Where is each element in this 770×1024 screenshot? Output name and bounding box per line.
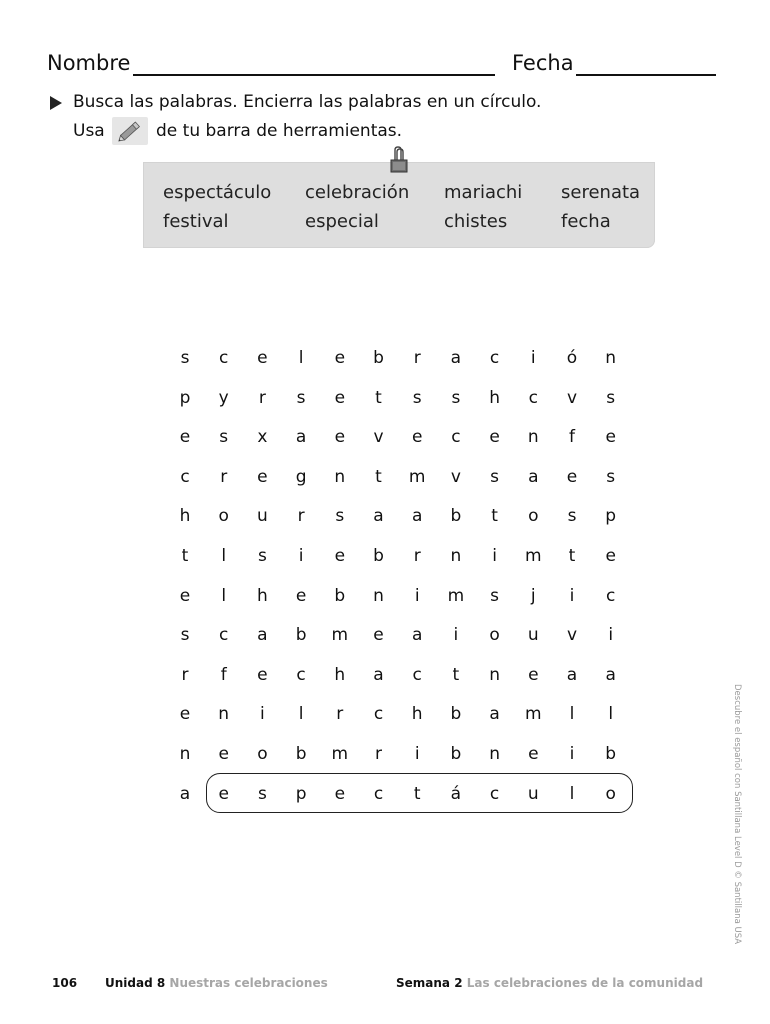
grid-letter[interactable]: b xyxy=(295,625,307,646)
unit-label xyxy=(105,976,328,990)
grid-letter[interactable]: x xyxy=(257,427,268,448)
grid-letter[interactable]: e xyxy=(257,664,268,685)
grid-letter[interactable]: n xyxy=(179,744,191,764)
grid-letter[interactable]: n xyxy=(450,546,462,566)
grid-letter[interactable]: m xyxy=(525,546,542,566)
grid-letter[interactable]: a xyxy=(450,348,462,368)
grid-letter[interactable]: i xyxy=(608,625,614,646)
grid-letter[interactable]: c xyxy=(296,664,306,685)
word-bank-item: especial xyxy=(305,211,379,232)
grid-letter[interactable]: o xyxy=(605,783,616,804)
grid-letter[interactable]: s xyxy=(257,546,267,566)
grid-letter[interactable]: s xyxy=(567,506,577,527)
grid-letter[interactable]: i xyxy=(260,704,265,725)
grid-letter[interactable]: o xyxy=(528,506,539,527)
grid-letter[interactable]: s xyxy=(335,506,345,527)
grid-letter[interactable]: e xyxy=(489,427,500,448)
word-bank-item: espectáculo xyxy=(163,182,272,203)
word-bank-item: celebración xyxy=(305,182,410,203)
grid-letter[interactable]: a xyxy=(373,506,384,527)
grid-letter[interactable]: s xyxy=(490,466,500,487)
grid-letter[interactable]: b xyxy=(450,506,462,527)
word-bank-item: mariachi xyxy=(444,182,523,203)
grid-letter[interactable]: e xyxy=(373,625,384,646)
grid-letter[interactable]: ó xyxy=(566,348,578,368)
grid-letter[interactable]: a xyxy=(605,664,616,685)
grid-letter[interactable]: c xyxy=(528,387,538,408)
grid-letter[interactable]: r xyxy=(413,546,421,566)
grid-letter[interactable]: b xyxy=(373,546,384,566)
grid-letter[interactable]: t xyxy=(375,387,382,408)
grid-letter[interactable]: r xyxy=(181,664,189,685)
grid-letter[interactable]: s xyxy=(606,466,616,487)
grid-letter[interactable]: v xyxy=(373,427,384,448)
grid-letter[interactable]: e xyxy=(334,348,346,368)
grid-letter[interactable]: i xyxy=(453,625,459,646)
date-label: Fecha xyxy=(512,51,574,75)
word-bank-item: serenata xyxy=(561,182,641,203)
grid-letter[interactable]: a xyxy=(566,664,578,685)
grid-letter[interactable]: b xyxy=(450,744,462,764)
grid-letter[interactable]: n xyxy=(489,744,500,764)
grid-letter[interactable]: c xyxy=(489,783,500,804)
word-bank-item: fecha xyxy=(561,211,611,232)
grid-letter[interactable]: c xyxy=(606,585,616,606)
grid-letter[interactable]: h xyxy=(411,704,423,725)
grid-letter[interactable]: t xyxy=(568,546,576,566)
grid-letter[interactable]: r xyxy=(297,506,305,527)
grid-letter[interactable]: e xyxy=(411,427,423,448)
unit-title: Nuestras celebraciones xyxy=(169,976,328,990)
grid-letter[interactable]: m xyxy=(447,585,465,606)
grid-letter[interactable]: c xyxy=(219,348,229,368)
grid-letter[interactable]: t xyxy=(375,466,382,487)
grid-letter[interactable]: e xyxy=(334,387,346,408)
grid-letter[interactable]: h xyxy=(334,664,346,685)
grid-letter[interactable]: h xyxy=(489,387,500,408)
grid-letter[interactable]: n xyxy=(218,704,230,725)
grid-letter[interactable]: g xyxy=(295,466,307,487)
grid-letter[interactable]: u xyxy=(257,506,268,527)
grid-letter[interactable]: c xyxy=(412,664,422,685)
unit-number: Unidad 8 xyxy=(105,976,166,990)
grid-letter[interactable]: f xyxy=(569,427,575,448)
grid-letter[interactable]: c xyxy=(219,625,229,646)
grid-letter[interactable]: t xyxy=(181,546,189,566)
week-number: Semana 2 xyxy=(396,976,463,990)
grid-letter[interactable]: y xyxy=(218,387,229,408)
grid-letter[interactable]: a xyxy=(179,783,191,804)
grid-letter[interactable]: p xyxy=(605,506,617,527)
grid-letter[interactable]: e xyxy=(334,546,346,566)
grid-letter[interactable]: i xyxy=(298,546,304,566)
grid-letter[interactable]: a xyxy=(411,506,423,527)
grid-letter[interactable]: s xyxy=(180,625,190,646)
grid-letter[interactable]: l xyxy=(298,348,304,368)
grid-letter[interactable]: m xyxy=(525,704,542,725)
grid-letter[interactable]: p xyxy=(179,387,191,408)
grid-letter[interactable]: p xyxy=(295,783,307,804)
grid-letter[interactable]: e xyxy=(179,704,191,725)
grid-letter[interactable]: h xyxy=(179,506,191,527)
grid-letter[interactable]: r xyxy=(375,744,382,764)
grid-letter[interactable]: i xyxy=(492,546,497,566)
grid-letter[interactable]: r xyxy=(413,348,421,368)
instruction-use-text: Usa xyxy=(73,121,105,141)
grid-letter[interactable]: v xyxy=(450,466,461,487)
grid-letter[interactable]: s xyxy=(451,387,461,408)
grid-letter[interactable]: a xyxy=(373,664,384,685)
grid-letter[interactable]: b xyxy=(373,348,384,368)
grid-letter[interactable]: m xyxy=(331,744,349,764)
grid-letter[interactable]: n xyxy=(334,466,346,487)
grid-letter[interactable]: n xyxy=(605,348,617,368)
grid-letter[interactable]: l xyxy=(608,704,614,725)
grid-letter[interactable]: r xyxy=(258,387,266,408)
grid-letter[interactable]: a xyxy=(257,625,268,646)
grid-letter[interactable]: c xyxy=(373,783,384,804)
copyright-side-text: Descubre el español con Santillana Level D © Santillana USA xyxy=(732,684,742,945)
grid-letter[interactable]: á xyxy=(450,783,462,804)
grid-letter[interactable]: m xyxy=(408,466,426,487)
page-number: 106 xyxy=(52,976,78,990)
grid-letter[interactable]: n xyxy=(373,585,384,606)
grid-letter[interactable]: j xyxy=(530,585,536,606)
grid-letter[interactable]: s xyxy=(606,387,616,408)
grid-letter[interactable]: e xyxy=(218,783,229,804)
word-bank-item: chistes xyxy=(444,211,508,232)
grid-letter[interactable]: e xyxy=(295,585,307,606)
grid-letter[interactable]: i xyxy=(414,585,420,606)
grid-letter[interactable]: l xyxy=(569,704,575,725)
grid-letter[interactable]: c xyxy=(489,348,500,368)
grid-letter[interactable]: e xyxy=(218,744,229,764)
grid-letter[interactable]: r xyxy=(336,704,344,725)
grid-letter[interactable]: l xyxy=(298,704,304,725)
grid-letter[interactable]: n xyxy=(489,664,500,685)
grid-letter[interactable]: l xyxy=(221,546,227,566)
grid-letter[interactable]: e xyxy=(257,466,268,487)
grid-letter[interactable]: b xyxy=(605,744,617,764)
grid-letter[interactable]: e xyxy=(528,744,539,764)
name-label: Nombre xyxy=(47,51,131,75)
grid-letter[interactable]: e xyxy=(179,427,191,448)
grid-letter[interactable]: b xyxy=(450,704,462,725)
grid-letter[interactable]: a xyxy=(489,704,500,725)
grid-letter[interactable]: e xyxy=(257,348,268,368)
grid-letter[interactable]: t xyxy=(413,783,421,804)
grid-letter[interactable]: v xyxy=(566,625,578,646)
grid-letter[interactable]: s xyxy=(219,427,229,448)
grid-letter[interactable]: u xyxy=(527,783,539,804)
grid-letter[interactable]: e xyxy=(566,466,578,487)
grid-letter[interactable]: i xyxy=(569,744,575,764)
circled-word-highlight xyxy=(206,773,633,813)
grid-letter[interactable]: r xyxy=(220,466,228,487)
grid-letter[interactable]: a xyxy=(295,427,307,448)
week-label xyxy=(396,976,703,990)
instruction-line-2: de tu barra de herramientas. xyxy=(156,121,403,141)
grid-letter[interactable]: m xyxy=(331,625,349,646)
grid-letter[interactable]: l xyxy=(221,585,227,606)
grid-letter[interactable]: c xyxy=(373,704,384,725)
grid-letter[interactable]: c xyxy=(451,427,461,448)
grid-letter[interactable]: b xyxy=(295,744,307,764)
grid-letter[interactable]: t xyxy=(491,506,498,527)
grid-letter[interactable]: s xyxy=(296,387,306,408)
grid-letter[interactable]: u xyxy=(527,625,539,646)
grid-letter[interactable]: e xyxy=(605,546,616,566)
grid-letter[interactable]: l xyxy=(569,783,575,804)
grid-letter[interactable]: o xyxy=(218,506,229,527)
grid-letter[interactable]: s xyxy=(490,585,500,606)
grid-letter[interactable]: t xyxy=(452,664,460,685)
grid-letter[interactable]: i xyxy=(530,348,536,368)
grid-letter[interactable]: s xyxy=(412,387,422,408)
grid-letter[interactable]: o xyxy=(257,744,268,764)
grid-letter[interactable]: v xyxy=(566,387,578,408)
grid-letter[interactable]: a xyxy=(411,625,423,646)
grid-letter[interactable]: n xyxy=(527,427,539,448)
grid-letter[interactable]: s xyxy=(180,348,190,368)
grid-letter[interactable]: e xyxy=(179,585,191,606)
grid-letter[interactable]: h xyxy=(257,585,268,606)
grid-letter[interactable]: e xyxy=(528,664,539,685)
word-bank-item: festival xyxy=(163,211,229,232)
grid-letter[interactable]: e xyxy=(334,783,346,804)
grid-letter[interactable]: s xyxy=(257,783,267,804)
grid-letter[interactable]: c xyxy=(180,466,190,487)
grid-letter[interactable]: f xyxy=(220,664,227,685)
grid-letter[interactable]: b xyxy=(334,585,346,606)
instruction-line-1: Busca las palabras. Encierra las palabras en un círculo. xyxy=(73,92,542,112)
week-title: Las celebraciones de la comunidad xyxy=(466,976,704,990)
grid-letter[interactable]: e xyxy=(334,427,346,448)
grid-letter[interactable]: i xyxy=(414,744,420,764)
grid-letter[interactable]: e xyxy=(605,427,616,448)
grid-letter[interactable]: a xyxy=(528,466,539,487)
grid-letter[interactable]: i xyxy=(569,585,575,606)
grid-letter[interactable]: o xyxy=(489,625,500,646)
